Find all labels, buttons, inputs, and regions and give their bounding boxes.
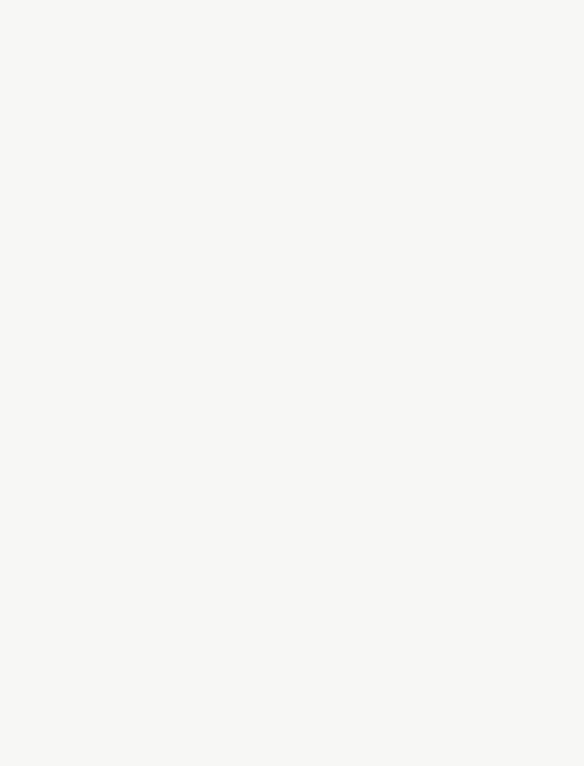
page-header: [68, 31, 516, 49]
